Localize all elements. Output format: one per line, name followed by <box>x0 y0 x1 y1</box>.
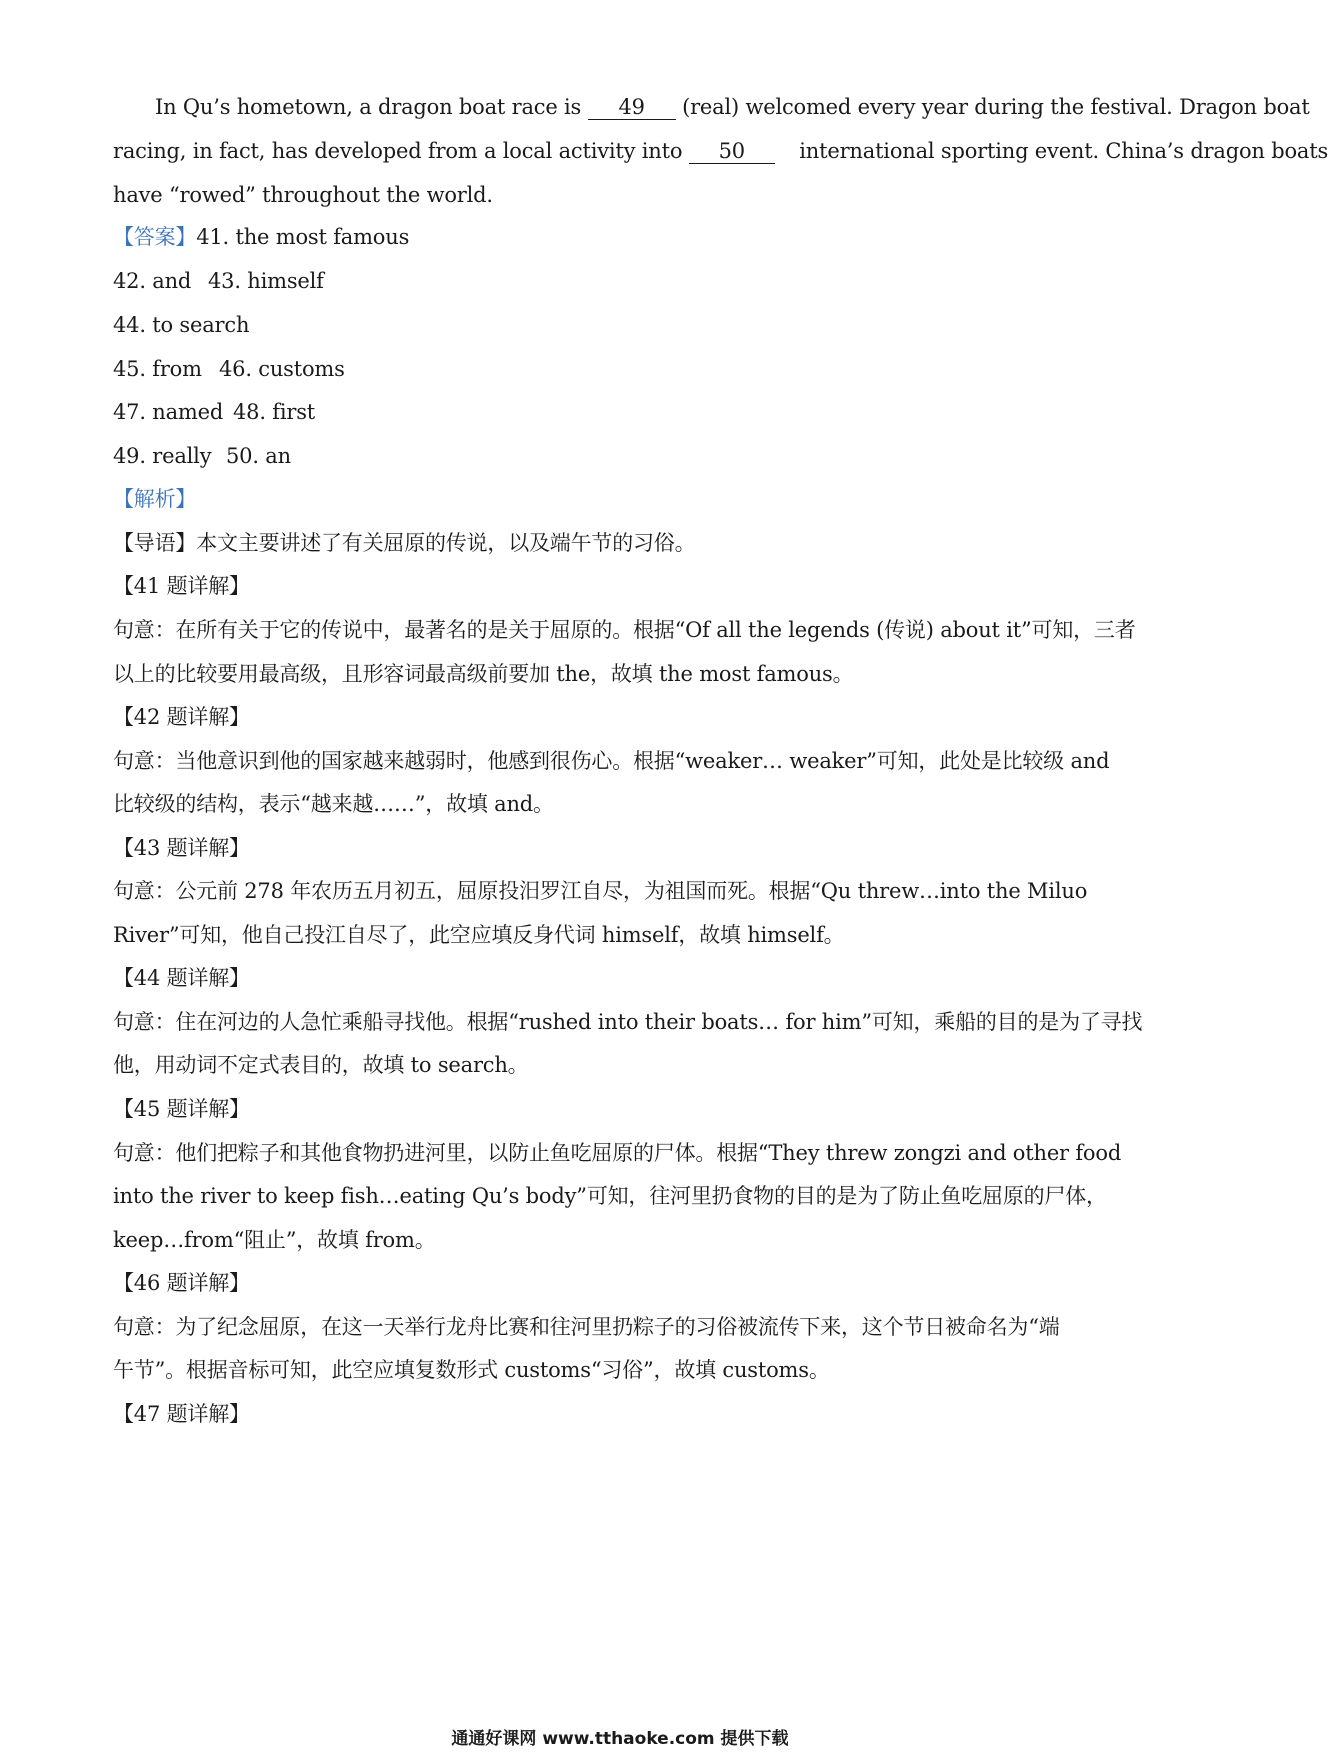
footer-source: 通通好课网 www.tthaoke.com 提供下载 <box>451 1729 789 1749</box>
answer-41: 41. the most famous <box>196 225 410 249</box>
analysis-label: 【解析】 <box>113 487 197 511</box>
answer-47: 47. named <box>113 400 224 424</box>
answer-44: 44. to search <box>113 313 250 337</box>
heading-43: 【43 题详解】 <box>113 836 250 860</box>
detail-44-line-1: 句意：住在河边的人急忙乘船寻找他。根据“rushed into their boats… for him”可知，乘船的目的是为了寻找 <box>113 1010 1143 1034</box>
answer-42: 42. and <box>113 269 192 293</box>
blank-50: 50 <box>689 139 775 164</box>
answer-row <box>113 397 1133 427</box>
answer-row <box>113 441 1133 471</box>
passage-text: racing, in fact, has developed from a local activity into <box>113 139 689 163</box>
detail-45-line-3: keep…from“阻止”，故填 from。 <box>113 1228 436 1252</box>
answer-46: 46. customs <box>219 357 345 381</box>
detail-42-line-2: 比较级的结构，表示“越来越……”，故填 and。 <box>113 792 554 816</box>
detail-45-line-2: into the river to keep fish…eating Qu’s body”可知，往河里扔食物的目的是为了防止鱼吃屈原的尸体， <box>113 1184 1107 1208</box>
blank-49: 49 <box>588 95 676 120</box>
guide-text: 【导语】本文主要讲述了有关屈原的传说，以及端午节的习俗。 <box>113 531 696 555</box>
detail-46-line-1: 句意：为了纪念屈原，在这一天举行龙舟比赛和往河里扔粽子的习俗被流传下来，这个节日被命名为“端 <box>113 1315 1060 1339</box>
answer-label: 【答案】 <box>113 225 197 249</box>
heading-42: 【42 题详解】 <box>113 705 250 729</box>
heading-44: 【44 题详解】 <box>113 966 250 990</box>
detail-43-line-1: 句意：公元前 278 年农历五月初五，屈原投汨罗江自尽，为祖国而死。根据“Qu threw…into the Miluo <box>113 879 1088 903</box>
detail-41-line-1: 句意：在所有关于它的传说中，最著名的是关于屈原的。根据“Of all the legends (传说) about it”可知，三者 <box>113 618 1136 642</box>
heading-46: 【46 题详解】 <box>113 1271 250 1295</box>
answer-row <box>113 266 1133 296</box>
detail-42-line-1: 句意：当他意识到他的国家越来越弱时，他感到很伤心。根据“weaker… weaker”可知，此处是比较级 and <box>113 749 1110 773</box>
answer-row <box>113 354 1133 384</box>
answer-45: 45. from <box>113 357 202 381</box>
passage-line-1 <box>155 92 1310 122</box>
passage-text: In Qu’s hometown, a dragon boat race is <box>155 95 588 119</box>
detail-46-line-2: 午节”。根据音标可知，此空应填复数形式 customs“习俗”，故填 customs。 <box>113 1358 830 1382</box>
answer-50: 50. an <box>226 444 291 468</box>
detail-45-line-1: 句意：他们把粽子和其他食物扔进河里，以防止鱼吃屈原的尸体。根据“They threw zongzi and other food <box>113 1141 1122 1165</box>
answer-line <box>113 222 1133 252</box>
answer-49: 49. really <box>113 444 212 468</box>
passage-line-2 <box>113 136 1328 166</box>
detail-43-line-2: River”可知，他自己投江自尽了，此空应填反身代词 himself，故填 himself。 <box>113 923 845 947</box>
passage-line-3: have “rowed” throughout the world. <box>113 183 493 207</box>
detail-44-line-2: 他，用动词不定式表目的，故填 to search。 <box>113 1053 529 1077</box>
answer-43: 43. himself <box>208 269 324 293</box>
detail-41-line-2: 以上的比较要用最高级，且形容词最高级前要加 the，故填 the most famous。 <box>113 662 854 686</box>
passage-text: international sporting event. China’s dragon boats <box>792 139 1328 163</box>
heading-47: 【47 题详解】 <box>113 1402 250 1426</box>
heading-45: 【45 题详解】 <box>113 1097 250 1121</box>
heading-41: 【41 题详解】 <box>113 574 250 598</box>
passage-text: (real) welcomed every year during the festival. Dragon boat <box>675 95 1310 119</box>
answer-48: 48. first <box>233 400 316 424</box>
